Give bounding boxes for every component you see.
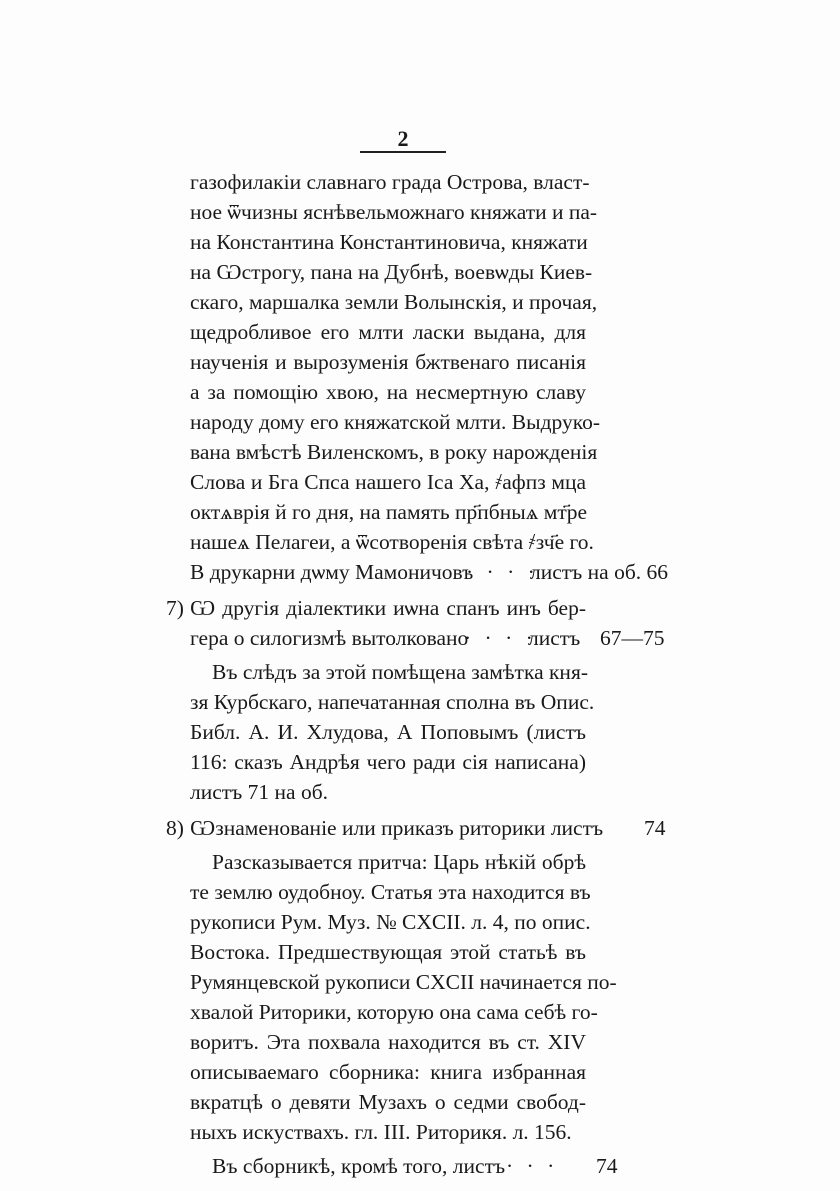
item-number: 7)	[166, 596, 184, 620]
text-line: Ѡзнаменованіе или приказъ риторики листъ	[190, 816, 604, 840]
page-number-rule	[360, 151, 446, 153]
text-line: ныхъ искуствахъ. гл. III. Риторикя. л. 156.	[190, 1120, 572, 1144]
text-line: хвалой Риторики, которую она сама себѣ го-	[190, 1000, 598, 1024]
text-line: щедробливое его млти ласки выдана, для	[190, 320, 586, 344]
page-number: 2	[397, 126, 409, 151]
text-line: скаго, маршалка земли Волынскія, и прочая,	[190, 290, 598, 314]
text-line: те землю оудобноу. Статья эта находится въ	[190, 880, 591, 904]
text-line: ное ѿчизны яснѣвельможнаго княжати и па-	[190, 200, 598, 224]
text-line: гера о силогизмѣ вытолковано	[190, 626, 469, 650]
leader-dots: · · · ·	[464, 626, 537, 650]
text-line: листъ 71 на об.	[190, 780, 329, 804]
text-line: а за помощію хвою, на несмертную славу	[190, 380, 586, 404]
text-line: нашеѧ Пелагеи, а ѿсотворенія свѣта ҂зч҃е го.	[190, 530, 594, 554]
text-line: воритъ. Эта похвала находится въ ст. XIV	[190, 1030, 586, 1054]
text-line: вана вмѣстѣ Виленскомъ, в року нарожденія	[190, 440, 598, 464]
text-line: газофилакіи славнаго града Острова, власт-	[190, 170, 590, 194]
text-line: 116: сказъ Андрѣя чего ради сія написана)	[190, 750, 586, 774]
text-line: Разсказывается притча: Царь нѣкій обрѣ	[212, 850, 586, 874]
text-word: листъ	[528, 626, 581, 650]
text-line: наученія и вырозуменія бжтвенаго писанія	[190, 350, 586, 374]
text-line: рукописи Рум. Муз. № CXCII. л. 4, по опис.	[190, 910, 591, 934]
text-line: октѧврія й го дня, на память пр҃пбныѧ мт҃ре	[190, 500, 588, 524]
text-line: на Константина Константиновича, княжати	[190, 230, 588, 254]
item-number: 8)	[166, 816, 184, 840]
text-line: Слова и Бга Спса нашего Іса Ха, ҂афпз мца	[190, 470, 586, 494]
text-line: Библ. А. И. Хлудова, А Поповымъ (листъ	[190, 720, 586, 744]
text-line: народу дому его княжатской млти. Выдруко-	[190, 410, 601, 434]
text-line: вкратцѣ о девяти Музахъ о седми свобод-	[190, 1090, 586, 1114]
folio-reference: 67—75	[600, 626, 665, 650]
leader-dots: · · · ·	[466, 560, 539, 584]
folio-reference: 74	[644, 816, 666, 840]
text-line: Въ слѣдъ за этой помѣщена замѣтка кня-	[212, 660, 588, 684]
text-line: на Ѡстрогу, пана на Дубнѣ, воевѡды Киев-	[190, 260, 593, 284]
folio-reference: листъ на об. 66	[530, 560, 669, 584]
folio-reference: 74	[596, 1154, 618, 1178]
text-line: Востока. Предшествующая этой статьѣ въ	[190, 940, 586, 964]
text-line: Въ сборникѣ, кромѣ того, листъ	[212, 1154, 506, 1178]
text-line: Румянцевской рукописи CXCII начинается по-	[190, 970, 617, 994]
text-line: В друкарни дѡму Мамоничовъ	[190, 560, 474, 584]
leader-dots: · · ·	[506, 1154, 559, 1178]
text-line: зя Курбскаго, напечатанная сполна въ Опис.	[190, 690, 595, 714]
text-line: Ѡ другія діалектики иѡна спанъ инъ бер-	[190, 596, 586, 620]
text-line: описываемаго сборника: книга избранная	[190, 1060, 586, 1084]
